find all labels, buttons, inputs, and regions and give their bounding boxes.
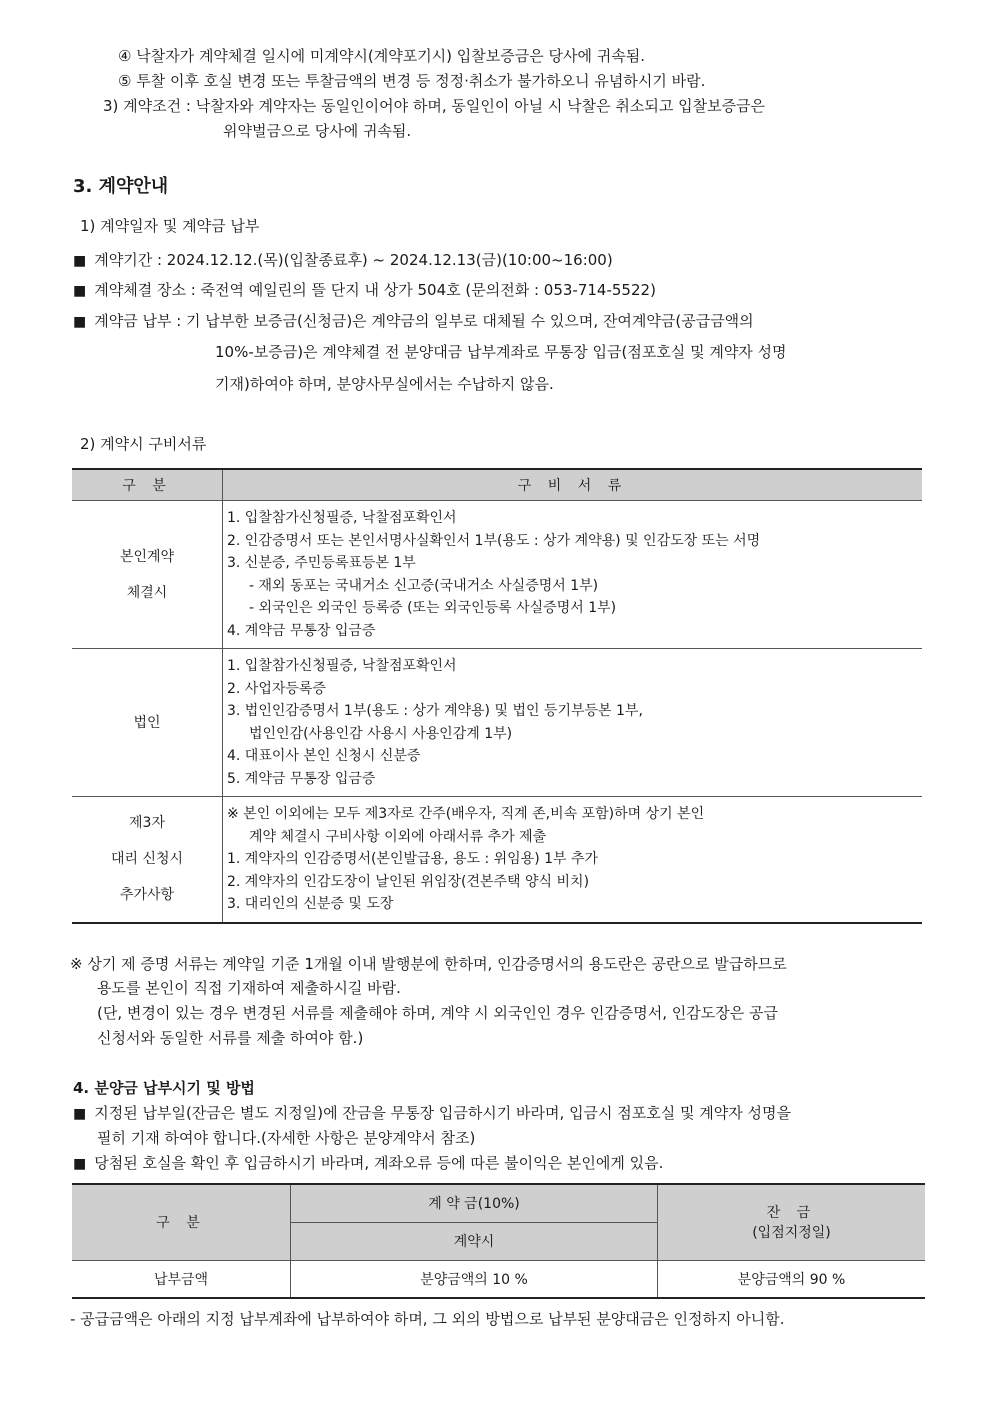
header-contract: 계 약 금(10%) [291, 1184, 658, 1222]
payment-date-cont: 필히 기재 하여야 합니다.(자세한 사항은 분양계약서 참조) [97, 1129, 476, 1147]
header-category: 구 분 [72, 1184, 291, 1260]
square-bullet-icon: ■ [73, 1106, 87, 1122]
row-documents: ※ 본인 이외에는 모두 제3자로 간주(배우자, 직계 존,비속 포함)하며 상기 본인 계약 체결시 구비사항 이외에 아래서류 추가 제출 1. 계약자의 인감증명서(본인발급용, 용도 : 위임용) 1부 추가 2. 계약자의 인감도장이 날인된 위임장(견본주택 양식 비치) 3. 대리인의 신분증 및 도장 [223, 797, 923, 923]
note-line-3: (단, 변경이 있는 경우 변경된 서류를 제출해야 하며, 계약 시 외국인인 경우 인감증명서, 인감도장은 공급 [97, 1004, 779, 1022]
note-line-2: 용도를 본인이 직접 기재하여 제출하시길 바람. [97, 979, 401, 997]
documents-table [72, 468, 922, 924]
table-row [72, 1184, 925, 1222]
contract-condition: 3) 계약조건 : 낙찰자와 계약자는 동일인이어야 하며, 동일인이 아닐 시 낙찰은 취소되고 입찰보증금은 [103, 97, 766, 115]
row-category: 본인계약 체결시 [72, 501, 223, 649]
square-bullet-icon: ■ [73, 1156, 87, 1172]
bullet-payment: ■ 계약금 납부 : 기 납부한 보증금(신청금)은 계약금의 일부로 대체될 수 있으며, 잔여계약금(공급금액의 [73, 312, 754, 330]
footer-note: - 공급금액은 아래의 지정 납부계좌에 납부하여야 하며, 그 외의 방법으로 납부된 분양대금은 인정하지 아니함. [70, 1310, 785, 1328]
table-row [72, 649, 922, 797]
note-line-1: ※ 상기 제 증명 서류는 계약일 기준 1개월 이내 발행분에 한하며, 인감증명서의 용도란은 공란으로 발급하므로 [70, 955, 787, 973]
row-documents: 1. 입찰참가신청필증, 낙찰점포확인서 2. 사업자등록증 3. 법인인감증명서 1부(용도 : 상가 계약용) 및 법인 등기부등본 1부, 법인인감(사용인감 사용시 사용인감계 1부) 4. 대표이사 본인 신청시 신분증 5. 계약금 무통장 입금증 [223, 649, 923, 797]
payment-table [72, 1183, 925, 1299]
contract-condition-cont: 위약벌금으로 당사에 귀속됨. [223, 122, 412, 140]
header-documents: 구 비 서 류 [223, 469, 923, 501]
bullet-place: ■ 계약체결 장소 : 죽전역 예일린의 뜰 단지 내 상가 504호 (문의전화 : 053-714-5522) [73, 281, 656, 299]
square-bullet-icon: ■ [73, 314, 87, 330]
bullet-check-unit: ■ 당첨된 호실을 확인 후 입금하시기 바라며, 계좌오류 등에 따른 불이익은 본인에게 있음. [73, 1154, 664, 1172]
payment-line-3: 기재)하여야 하며, 분양사무실에서는 수납하지 않음. [215, 375, 554, 393]
header-contract-sub: 계약시 [291, 1222, 658, 1260]
note-line-4: 신청서와 동일한 서류를 제출 하여야 함.) [97, 1029, 364, 1047]
table-row [72, 501, 922, 649]
square-bullet-icon: ■ [73, 253, 87, 269]
payment-line-2: 10%-보증금)은 계약체결 전 분양대금 납부계좌로 무통장 입금(점포호실 및 계약자 성명 [215, 343, 787, 361]
section-4-title: 4. 분양금 납부시기 및 방법 [73, 1079, 255, 1097]
bullet-payment-date: ■ 지정된 납부일(잔금은 별도 지정일)에 잔금을 무통장 입금하시기 바라며, 입금시 점포호실 및 계약자 성명을 [73, 1104, 791, 1122]
row-category: 제3자 대리 신청시 추가사항 [72, 797, 223, 923]
header-balance: 잔 금 (입점지정일) [658, 1184, 926, 1260]
header-category: 구 분 [72, 469, 223, 501]
square-bullet-icon: ■ [73, 283, 87, 299]
row-documents: 1. 입찰참가신청필증, 낙찰점포확인서 2. 인감증명서 또는 본인서명사실확인서 1부(용도 : 상가 계약용) 및 인감도장 또는 서명 3. 신분증, 주민등록표등본 1부 - 재외 동포는 국내거소 신고증(국내거소 사실증명서 1부) - 외국인은 외국인 등록증 (또는 외국인등록 사실증명서 1부) 4. 계약금 무통장 입금증 [223, 501, 923, 649]
row-contract-amount: 분양금액의 10 % [291, 1260, 658, 1298]
section-3-sub2: 2) 계약시 구비서류 [80, 435, 207, 453]
section-3-sub1: 1) 계약일자 및 계약금 납부 [80, 217, 260, 235]
section-3-title: 3. 계약안내 [73, 176, 169, 197]
table-row [72, 797, 922, 923]
item-4: ④ 낙찰자가 계약체결 일시에 미계약시(계약포기시) 입찰보증금은 당사에 귀속됨. [118, 47, 645, 65]
row-category: 법인 [72, 649, 223, 797]
item-5: ⑤ 투찰 이후 호실 변경 또는 투찰금액의 변경 등 정정·취소가 불가하오니 유념하시기 바람. [118, 72, 706, 90]
table-row [72, 1260, 925, 1298]
documents-table-header [72, 469, 922, 501]
row-balance-amount: 분양금액의 90 % [658, 1260, 926, 1298]
bullet-period: ■ 계약기간 : 2024.12.12.(목)(입찰종료후) ~ 2024.12.13(금)(10:00~16:00) [73, 251, 613, 269]
row-label: 납부금액 [72, 1260, 291, 1298]
